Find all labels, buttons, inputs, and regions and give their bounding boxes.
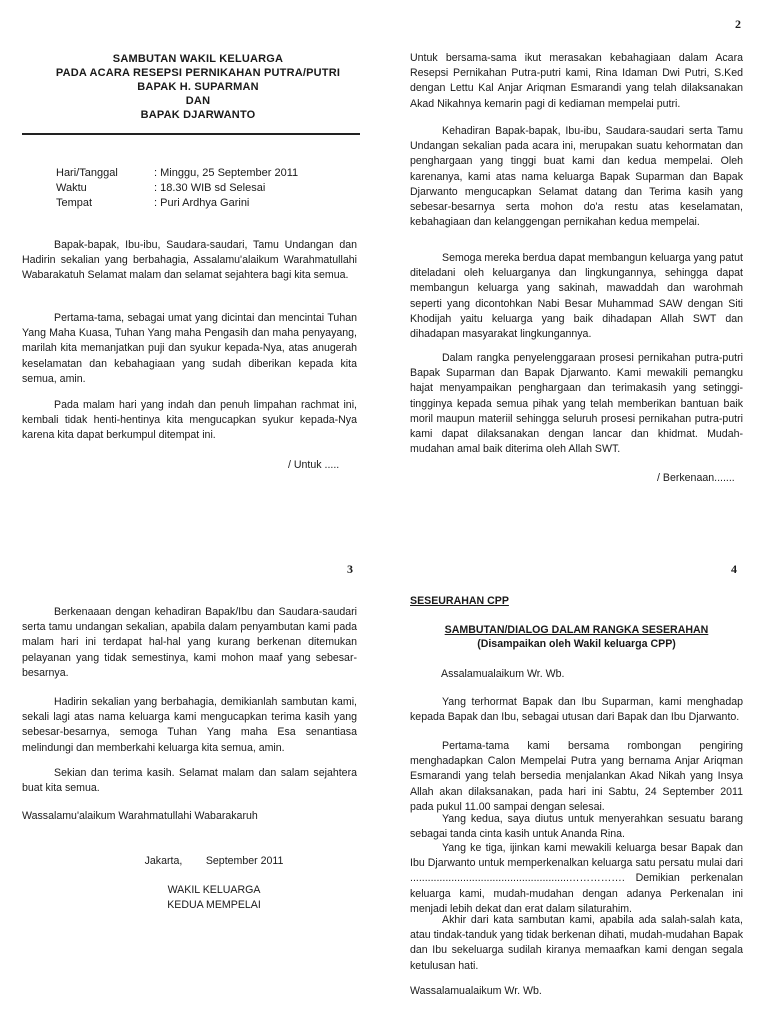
meta-key: Waktu (56, 182, 87, 194)
page1-title-line-1: SAMBUTAN WAKIL KELUARGA (112, 53, 284, 65)
page3-closing: Wassalamu'alaikum Warahmatullahi Wabarakaruh (22, 810, 258, 822)
page3-paragraph-3: Sekian dan terima kasih. Selamat malam dan salam sejahtera buat kita semua. (22, 767, 357, 795)
signature-line-2: KEDUA MEMPELAI (167, 899, 261, 911)
meta-row-time (56, 181, 298, 196)
signature-place-date: Jakarta, September 2011 (144, 855, 284, 867)
page4-closing: Wassalamualaikum Wr. Wb. (410, 985, 542, 997)
meta-row-date (56, 166, 298, 181)
meta-value: : 18.30 WIB sd Selesai (154, 182, 266, 194)
page1-paragraph-3: Pada malam hari yang indah dan penuh limpahan rachmat ini, kembali tidak henti-hentinya kita mengucapkan syukur kepada-Nya karena kita dapat berkumpul ditempat ini. (22, 399, 357, 442)
page1-title-line-3: BAPAK H. SUPARMAN (137, 81, 259, 93)
page4-paragraph-2: Pertama-tama kami bersama rombongan pengiring menghadapkan Calon Mempelai Putra yang bernama Anjar Ariqman Esmarandi yang telah bersedia menjalankan Akad Nikah yang Insya Allah akan dilaksanakan, pada hari ini Sabtu, 24 September 2011 pada pukul 11.00 sampai dengan selesai. (410, 740, 743, 813)
page2-paragraph-3: Semoga mereka berdua dapat membangun keluarga yang patut diteladani oleh keluarganya dan lingkungannya, sehingga dapat membangun keluarga yang sakinah, mawaddah dan warohmah seperti yang dicontohkan Nabi Besar Muhammad SAW dengan Siti Khodijah yaitu keluarga yang baik dihadapan Allah SWT dan dihadapan masyarakat lingkungannya. (410, 252, 743, 341)
page-number-3: 3 (347, 562, 353, 576)
event-details (56, 166, 298, 211)
signature-line-1: WAKIL KELUARGA (167, 884, 261, 896)
page4-subtitle: (Disampaikan oleh Wakil keluarga CPP) (477, 638, 676, 650)
page4-title: SAMBUTAN/DIALOG DALAM RANGKA SESERAHAN (444, 624, 709, 636)
page2-paragraph-4: Dalam rangka penyelenggaraan prosesi pernikahan putra-putri Bapak Suparman dan Bapak Djarwanto. Kami mewakili pemangku hajat menyampaikan penghargaan dan terimakasih yang setinggi-tingginya kepada semua pihak yang telah memberikan bantuan baik moril maupun materiil sehingga seluruh prosesi pernikahan putra-putri kami dapat dilaksanakan dengan lancar dan khidmat. Mudah-mudahan amal baik diterima oleh Allah SWT. (410, 352, 743, 456)
page1-title-line-4: DAN (185, 95, 211, 107)
page3-paragraph-1: Berkenaaan dengan kehadiran Bapak/Ibu dan Saudara-saudari serta tamu undangan sekalian, apabila dalam penyambutan kami pada malam hari ini terdapat hal-hal yang kurang berkenan ditemukan pelayanan yang tidak semestinya, kami mohon maaf yang sebesar-besarnya. (22, 606, 357, 679)
page1-continuation: / Untuk ..... (288, 459, 340, 471)
meta-value: : Minggu, 25 September 2011 (154, 167, 299, 179)
page3-paragraph-2: Hadirin sekalian yang berbahagia, demikianlah sambutan kami, sekali lagi atas nama keluarga kami mengucapkan terima kasih yang sebesar-besarnya, semoga Tuhan Yang maha Esa senantiasa melindungi dan memberkahi keluarga kita semua, amin. (22, 696, 357, 754)
page1-title-line-5: BAPAK DJARWANTO (140, 109, 256, 121)
page4-paragraph-1: Yang terhormat Bapak dan Ibu Suparman, kami menghadap kepada Bapak dan Ibu, sebagai utusan dari Bapak dan Ibu Djarwanto. (410, 696, 743, 724)
page4-section-heading: SESEURAHAN CPP (410, 595, 509, 607)
page4-paragraph-4: Yang ke tiga, ijinkan kami mewakili keluarga besar Bapak dan Ibu Djarwanto untuk memperkenalkan keluarga satu persatu mulai dari ......................................................……………. Demikian perkenalan keluarga kami, mudah-mudahan dengan adanya Perkenalan ini menjadi lebih dekat dan erat dalam silaturahim. (410, 842, 743, 915)
page2-continuation: / Berkenaan....... (657, 472, 735, 484)
page2-paragraph-2: Kehadiran Bapak-bapak, Ibu-ibu, Saudara-saudari serta Tamu Undangan sekalian pada acara ini, merupakan suatu kehormatan dan penghargaan yang tinggi buat kami dan kedua mempelai. Oleh karenanya, kami atas nama keluarga Bapak Suparman dan Bapak Djarwanto mengucapkan Selamat datang dan Terima kasih yang sebesar-besarnya serta mohon do'a restu atas keselamatan, kebahagiaan dan kelanggengan pernikahan kedua mempelai. (410, 125, 743, 229)
meta-value: : Puri Ardhya Garini (154, 197, 250, 209)
title-divider (22, 133, 360, 135)
page1-title-line-2: PADA ACARA RESEPSI PERNIKAHAN PUTRA/PUTRI (55, 67, 341, 79)
page-number-4: 4 (731, 562, 737, 576)
page-number-2: 2 (735, 17, 741, 31)
page4-paragraph-5: Akhir dari kata sambutan kami, apabila ada salah-salah kata, atau tindak-tanduk yang tidak berkenan dihati, mudah-mudahan Bapak dan Ibu sekeluarga sudilah kiranya memaafkan kami dengan segala ketulusan hati. (410, 914, 743, 972)
page4-paragraph-3: Yang kedua, saya diutus untuk menyerahkan sesuatu barang sebagai tanda cinta kasih untuk Ananda Rina. (410, 813, 743, 841)
meta-key: Tempat (56, 197, 93, 209)
page4-greeting: Assalamualaikum Wr. Wb. (441, 668, 565, 680)
page1-paragraph-1: Bapak-bapak, Ibu-ibu, Saudara-saudari, Tamu Undangan dan Hadirin sekalian yang berbahagia, Assalamu'alaikum Warahmatullahi Wabarakatuh Selamat malam dan selamat sejahtera bagi kita semua. (22, 239, 357, 282)
meta-key: Hari/Tanggal (56, 167, 118, 179)
page2-paragraph-1: Untuk bersama-sama ikut merasakan kebahagiaan dalam Acara Resepsi Pernikahan Putra-putri kami, Rina Idaman Dwi Putri, S.Ked dengan Lettu Kal Anjar Ariqman Esmarandi yang telah dilaksanakan Akad Nikahnya kemarin pagi di kediaman mempelai putri. (410, 52, 743, 110)
meta-row-place (56, 196, 298, 211)
page1-paragraph-2: Pertama-tama, sebagai umat yang dicintai dan mencintai Tuhan Yang Maha Kuasa, Tuhan Yang maha Pengasih dan maha penyayang, marilah kita memanjatkan puji dan syukur kepada-Nya, atas anugerah keselamatan dan kebahagiaan yang sudah diberikan kepada kita semua, amin. (22, 312, 357, 385)
